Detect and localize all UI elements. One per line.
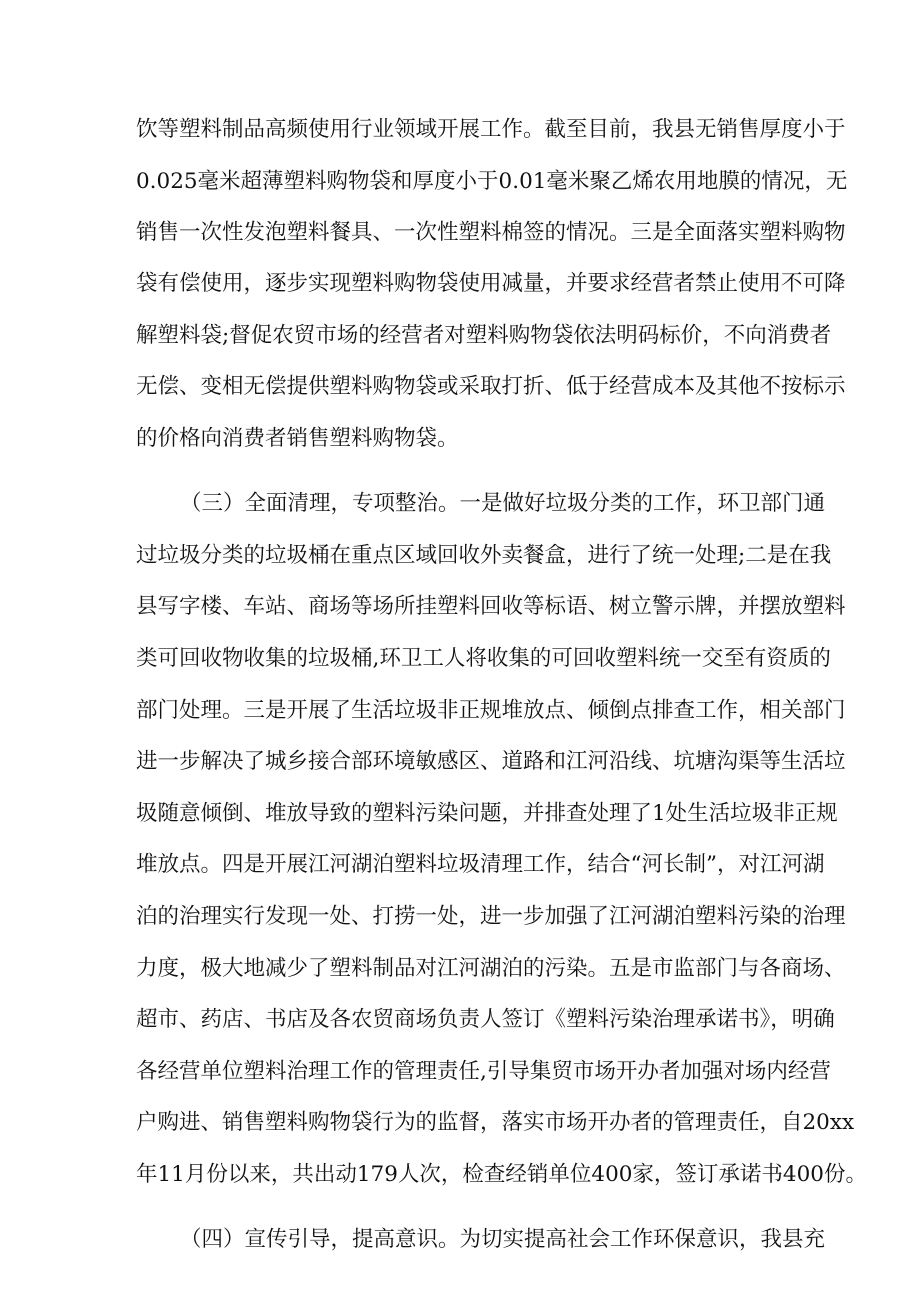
text-line-content: 0.025毫米超薄塑料购物袋和厚度小于0.01毫米聚乙烯农用地膜的情况，无 <box>136 169 848 194</box>
text-line <box>0 688 920 734</box>
text-line-content: 的价格向消费者销售塑料购物袋。 <box>136 426 459 451</box>
text-line-content: 各经营单位塑料治理工作的管理责任,引导集贸市场开办者加强对场内经营 <box>136 1059 831 1084</box>
text-line-content: 袋有偿使用，逐步实现塑料购物袋使用减量，并要求经营者禁止使用不可降 <box>136 271 846 296</box>
text-line-content: 过垃圾分类的垃圾桶在重点区域回收外卖餐盒，进行了统一处理;二是在我 <box>136 543 832 568</box>
text-line-content: 县写字楼、车站、商场等场所挂塑料回收等标语、树立警示牌，并摆放塑料 <box>136 594 846 619</box>
text-line-content: （四）宣传引导，提高意识。为切实提高社会工作环保意识，我县充 <box>180 1227 826 1252</box>
text-line <box>0 210 920 256</box>
text-line-content: 饮等塑料制品高频使用行业领域开展工作。截至目前，我县无销售厚度小于 <box>136 117 846 142</box>
text-line <box>0 636 920 682</box>
text-line <box>0 997 920 1043</box>
text-line <box>0 1100 920 1146</box>
text-line-content: 无偿、变相无偿提供塑料购物袋或采取打折、低于经营成本及其他不按标示 <box>136 374 846 399</box>
text-line <box>0 107 920 153</box>
text-line <box>0 842 920 888</box>
text-line-content: 超市、药店、书店及各农贸商场负责人签订《塑料污染治理承诺书》，明确 <box>136 1007 835 1032</box>
text-line-content: 进一步解决了城乡接合部环境敏感区、道路和江河沿线、坑塘沟渠等生活垃 <box>136 749 846 774</box>
text-line <box>0 533 920 579</box>
text-line <box>0 946 920 992</box>
text-line-content: 销售一次性发泡塑料餐具、一次性塑料棉签的情况。三是全面落实塑料购物 <box>136 220 846 245</box>
text-line <box>0 584 920 630</box>
text-line <box>0 894 920 940</box>
text-line <box>0 159 920 205</box>
text-line <box>0 739 920 785</box>
text-line <box>0 791 920 837</box>
text-line-content: 年11月份以来，共出动179人次，检查经销单位400家，签订承诺书400份。 <box>136 1162 867 1187</box>
text-line-first <box>0 1217 920 1263</box>
text-line-first <box>0 481 920 527</box>
text-line <box>0 261 920 307</box>
text-line <box>0 313 920 359</box>
text-line-content: 力度，极大地减少了塑料制品对江河湖泊的污染。五是市监部门与各商场、 <box>136 956 846 981</box>
text-line <box>0 364 920 410</box>
text-line-content: 堆放点。四是开展江河湖泊塑料垃圾清理工作，结合“河长制”，对江河湖 <box>136 852 825 877</box>
text-line-content: 圾随意倾倒、堆放导致的塑料污染问题，并排查处理了1处生活垃圾非正规 <box>136 801 838 826</box>
text-line-content: 户购进、销售塑料购物袋行为的监督，落实市场开办者的管理责任，自20xx <box>136 1110 855 1135</box>
text-line-last <box>0 416 920 462</box>
text-line-content: 泊的治理实行发现一处、打捞一处，进一步加强了江河湖泊塑料污染的治理 <box>136 904 846 929</box>
text-line-content: 解塑料袋;督促农贸市场的经营者对塑料购物袋依法明码标价，不向消费者 <box>136 323 832 348</box>
text-line-content: 类可回收物收集的垃圾桶,环卫工人将收集的可回收塑料统一交至有资质的 <box>136 646 831 671</box>
text-line <box>0 1049 920 1095</box>
text-line-content: （三）全面清理，专项整治。一是做好垃圾分类的工作，环卫部门通 <box>180 491 826 516</box>
text-line-content: 部门处理。三是开展了生活垃圾非正规堆放点、倾倒点排查工作，相关部门 <box>136 698 846 723</box>
text-line-last <box>0 1152 920 1198</box>
